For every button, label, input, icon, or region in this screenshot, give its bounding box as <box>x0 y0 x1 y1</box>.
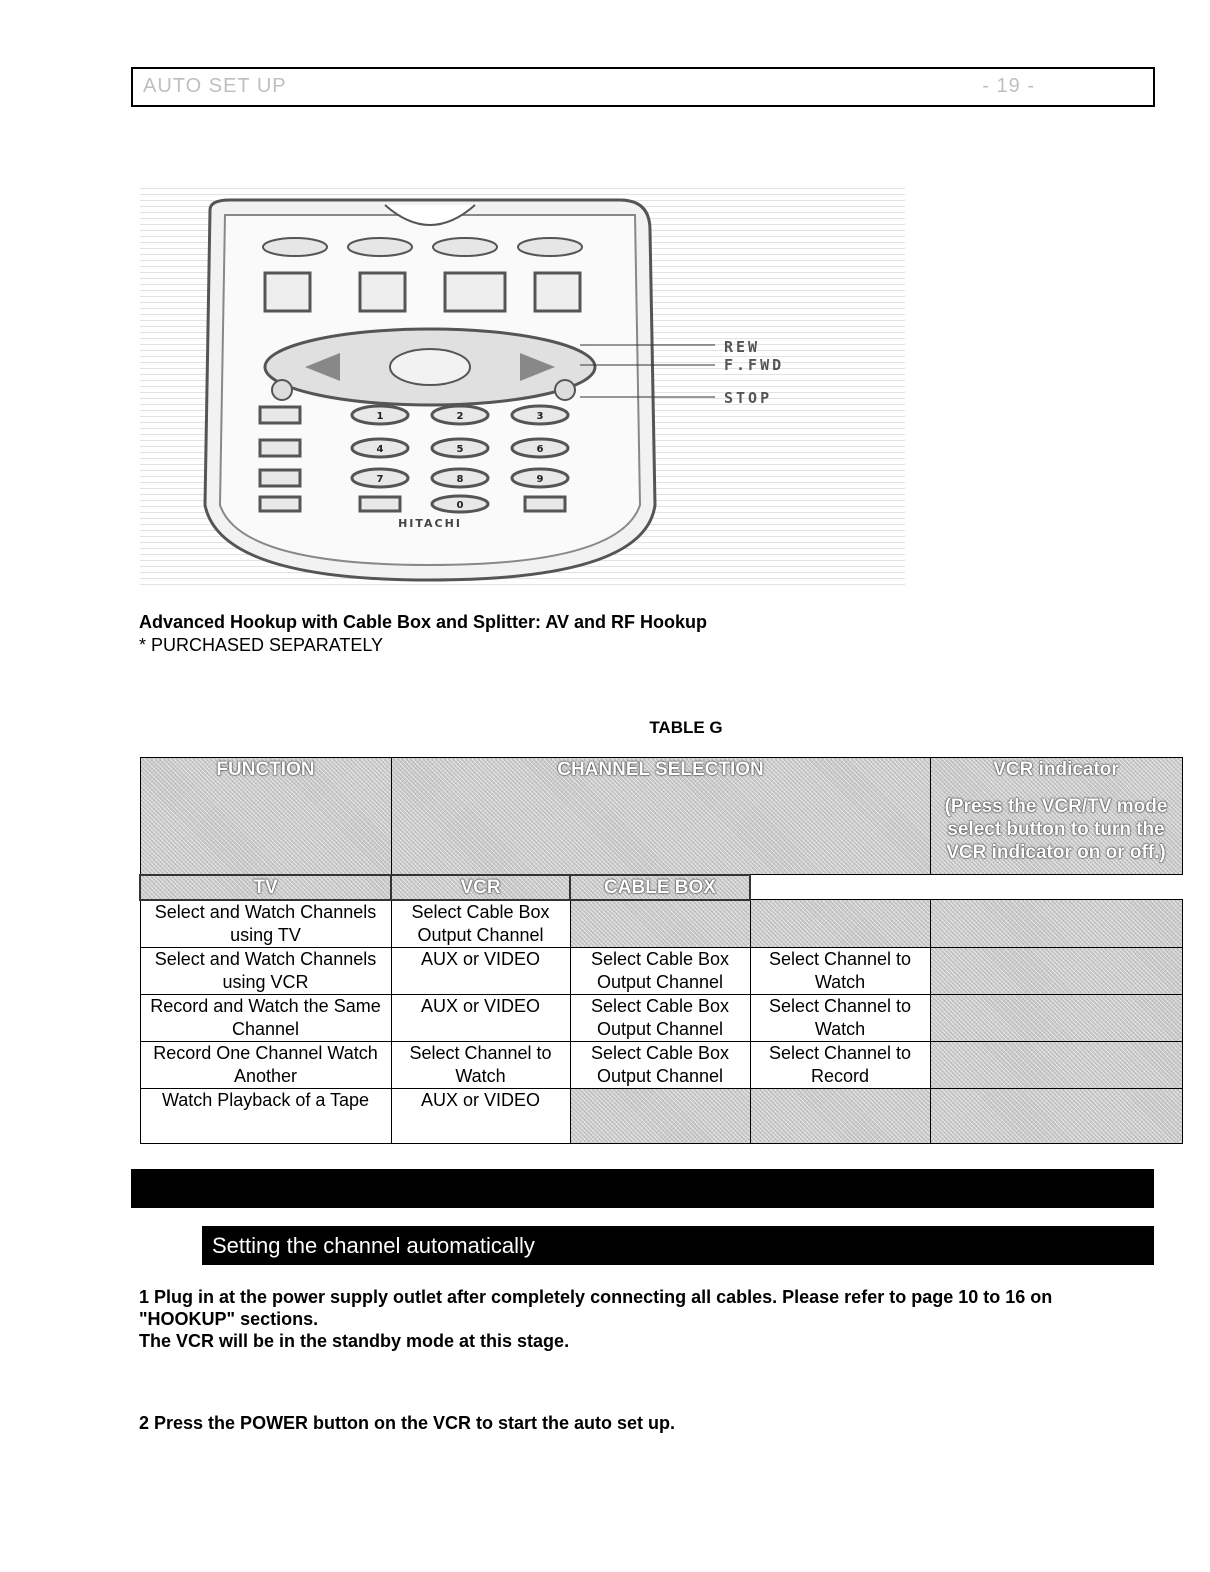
row3-indicator <box>930 994 1182 1041</box>
header-vcr-indicator <box>930 758 1182 875</box>
table-row <box>140 1088 1182 1143</box>
subheader-blank <box>930 875 1182 900</box>
step-1 <box>139 1286 1149 1352</box>
row5-tv: AUX or VIDEO <box>391 1088 570 1143</box>
row1-function: Select and Watch Channels using TV <box>140 900 391 948</box>
row1-tv: Select Cable Box Output Channel <box>391 900 570 948</box>
row2-tv: AUX or VIDEO <box>391 947 570 994</box>
key-9: 9 <box>536 474 544 485</box>
row5-function: Watch Playback of a Tape <box>140 1088 391 1143</box>
table-row <box>140 900 1182 948</box>
row3-cable-box: Select Channel to Watch <box>750 994 930 1041</box>
table-row <box>140 947 1182 994</box>
header-title: AUTO SET UP <box>143 75 287 97</box>
row1-indicator <box>930 900 1182 948</box>
key-1: 1 <box>376 411 384 422</box>
row1-vcr <box>570 900 750 948</box>
page-number: - 19 - <box>982 75 1035 97</box>
row2-cable-box: Select Channel to Watch <box>750 947 930 994</box>
callout-ffwd: F.FWD <box>724 356 785 374</box>
callout-stop: STOP <box>724 389 773 407</box>
step-1-text: 1 Plug in at the power supply outlet after completely connecting all cables. Please refer to page 10 to 16 on "HOOKUP" sections. <box>139 1287 1053 1329</box>
header-function: FUNCTION <box>140 758 391 875</box>
remote-brand: HITACHI <box>398 517 462 530</box>
row5-vcr <box>570 1088 750 1143</box>
header-channel-selection: CHANNEL SELECTION <box>391 758 930 875</box>
key-3: 3 <box>536 411 544 422</box>
vcr-indicator-note: (Press the VCR/TV mode select button to turn the VCR indicator on or off.) <box>944 796 1168 863</box>
row2-vcr: Select Cable Box Output Channel <box>570 947 750 994</box>
key-6: 6 <box>536 444 544 455</box>
subheader-vcr: VCR <box>391 875 570 900</box>
subheader-blank <box>750 875 930 900</box>
row4-function: Record One Channel Watch Another <box>140 1041 391 1088</box>
row3-function: Record and Watch the Same Channel <box>140 994 391 1041</box>
table-subheader-row <box>140 875 1182 900</box>
subheader-cable-box: CABLE BOX <box>570 875 750 900</box>
row5-indicator <box>930 1088 1182 1143</box>
figure-note: * PURCHASED SEPARATELY <box>139 635 384 655</box>
table-header-row <box>140 758 1182 875</box>
key-0: 0 <box>456 500 464 511</box>
key-8: 8 <box>456 474 464 485</box>
row5-cable-box <box>750 1088 930 1143</box>
row1-cable-box <box>750 900 930 948</box>
table-row <box>140 1041 1182 1088</box>
page-header <box>131 67 1155 107</box>
remote-illustration <box>140 185 905 585</box>
key-7: 7 <box>376 474 384 485</box>
section-title: Setting the channel automatically <box>212 1233 535 1258</box>
subheader-tv: TV <box>140 875 391 900</box>
row4-cable-box: Select Channel to Record <box>750 1041 930 1088</box>
remote-drawing <box>140 185 905 585</box>
row3-vcr: Select Cable Box Output Channel <box>570 994 750 1041</box>
table-title: TABLE G <box>649 718 723 737</box>
row2-function: Select and Watch Channels using VCR <box>140 947 391 994</box>
row2-indicator <box>930 947 1182 994</box>
key-2: 2 <box>456 411 464 422</box>
key-4: 4 <box>376 444 384 455</box>
key-5: 5 <box>456 444 464 455</box>
section-divider <box>131 1169 1154 1208</box>
section-heading-bar <box>202 1226 1154 1265</box>
row4-tv: Select Channel to Watch <box>391 1041 570 1088</box>
row3-tv: AUX or VIDEO <box>391 994 570 1041</box>
row4-vcr: Select Cable Box Output Channel <box>570 1041 750 1088</box>
row4-indicator <box>930 1041 1182 1088</box>
callout-rew: REW <box>724 338 761 356</box>
table-g <box>139 757 1183 1144</box>
figure-caption: Advanced Hookup with Cable Box and Splitter: AV and RF Hookup <box>139 612 708 632</box>
table-row <box>140 994 1182 1041</box>
step-2: 2 Press the POWER button on the VCR to start the auto set up. <box>139 1413 676 1433</box>
vcr-indicator-label: VCR indicator <box>993 759 1119 780</box>
step-1-note: The VCR will be in the standby mode at this stage. <box>139 1331 570 1351</box>
